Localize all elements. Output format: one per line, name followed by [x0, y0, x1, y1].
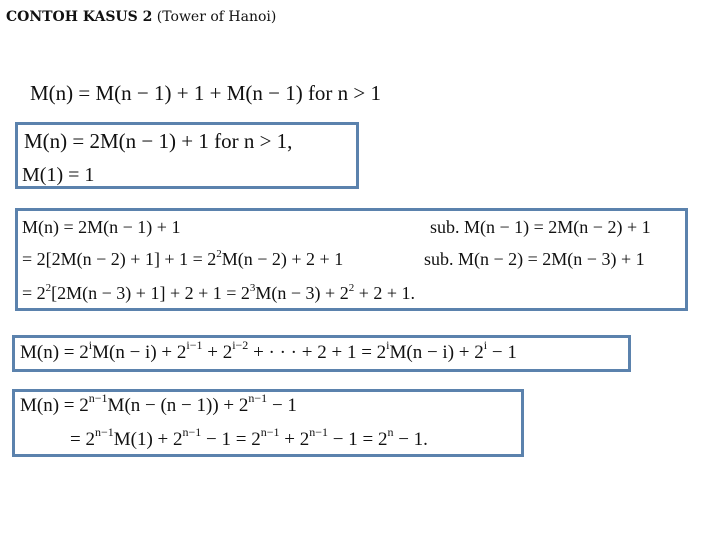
subst-line-1: M(n) = 2M(n − 1) + 1	[22, 217, 181, 237]
solution-line-2: = $2^{n-1}M(1) + 2^{n-1} - 1 = 2^{n-1} + 2^{n-1} - 1 = 2^n - 1$.	[70, 425, 428, 450]
initial-condition: M(1) = 1	[22, 164, 95, 186]
title-subtitle: (Tower of Hanoi)	[152, 9, 277, 25]
subst-note-1: sub. M(n − 1) = 2M(n − 2) + 1	[430, 217, 651, 237]
recurrence-original: M(n) = M(n − 1) + 1 + M(n − 1) for n > 1	[30, 81, 382, 105]
title-bold: CONTOH KASUS 2	[6, 9, 153, 25]
subst-line-3: = $2^2[2M(n - 3) + 1] + 2 + 1 = 2^3M(n - 3) + 2^2 + 2 + 1$.	[22, 282, 416, 303]
solution-line-1: $M(n) = 2^{n-1}M(n - (n - 1)) + 2^{n-1} - 1$	[20, 391, 297, 416]
general-form: $M(n) = 2^iM(n - i) + 2^{i-1} + 2^{i-2}$ + · · · + $2 + 1 = 2^iM(n - i) + 2^i - 1$	[20, 338, 517, 363]
slide-title	[6, 9, 276, 25]
subst-note-2: sub. M(n − 2) = 2M(n − 3) + 1	[424, 249, 645, 269]
recurrence-line: M(n) = 2M(n − 1) + 1 for n > 1,	[24, 129, 293, 153]
subst-line-2: = $2[2M(n - 2) + 1] + 1 = 2^2M(n - 2) + 2 + 1$	[22, 248, 344, 269]
